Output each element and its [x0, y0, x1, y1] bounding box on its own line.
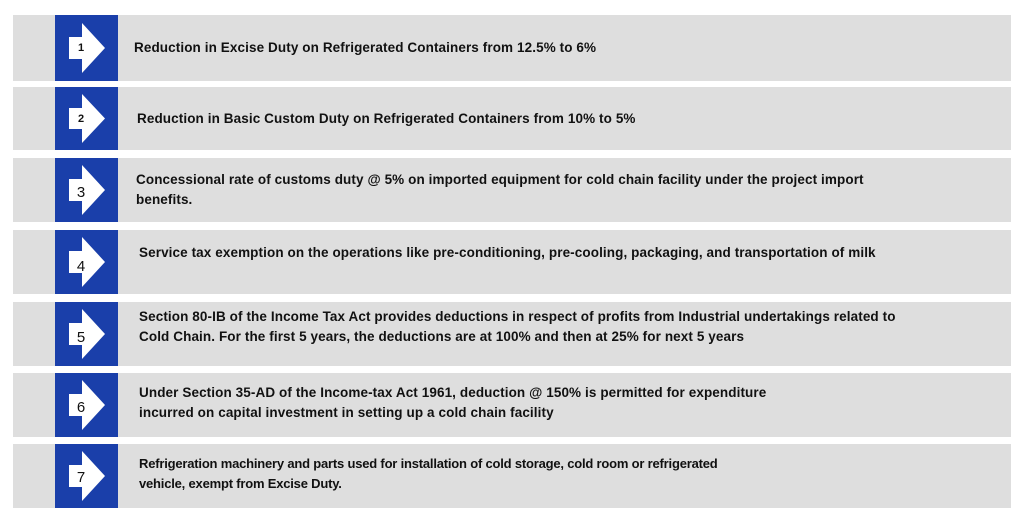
item-number: 7	[76, 468, 86, 486]
list-item	[13, 158, 1011, 222]
number-badge	[55, 230, 118, 294]
number-badge	[55, 158, 118, 222]
item-text	[136, 158, 864, 222]
item-text-line: incurred on capital investment in setting up a cold chain facility	[139, 405, 554, 420]
item-text-line: Section 80-IB of the Income Tax Act provides deductions in respect of profits from Industrial undertakings related to	[139, 309, 896, 324]
item-text-line: Cold Chain. For the first 5 years, the deductions are at 100% and then at 25% for next 5 years	[139, 329, 745, 344]
list-item	[13, 230, 1011, 294]
number-badge	[55, 302, 118, 366]
list-item	[13, 87, 1011, 150]
item-text	[139, 302, 896, 366]
list-item	[13, 302, 1011, 366]
item-number: 2	[77, 112, 85, 125]
number-badge	[55, 87, 118, 150]
item-text-line: Refrigeration machinery and parts used for installation of cold storage, cold room or refrigerated	[139, 456, 718, 471]
number-badge	[55, 444, 118, 508]
item-text	[139, 373, 766, 437]
item-text: Reduction in Excise Duty on Refrigerated Containers from 12.5% to 6%	[134, 40, 597, 55]
item-number: 6	[76, 398, 86, 416]
item-number: 3	[76, 183, 86, 201]
item-text-line: Concessional rate of customs duty @ 5% on imported equipment for cold chain facility under the project import	[136, 172, 864, 187]
list-item	[13, 15, 1011, 81]
list-item	[13, 444, 1011, 508]
item-text-line: Under Section 35-AD of the Income-tax Act 1961, deduction @ 150% is permitted for expenditure	[139, 385, 767, 400]
item-text-line: vehicle, exempt from Excise Duty.	[139, 476, 342, 491]
item-text	[139, 444, 718, 508]
number-badge	[55, 15, 118, 81]
list-item	[13, 373, 1011, 437]
item-text: Service tax exemption on the operations like pre-conditioning, pre-cooling, packaging, and transportation of milk	[139, 245, 876, 260]
item-number: 5	[76, 328, 86, 346]
item-text-line: benefits.	[136, 192, 193, 207]
number-badge	[55, 373, 118, 437]
item-number: 4	[76, 257, 86, 275]
item-number: 1	[77, 42, 85, 54]
item-text: Reduction in Basic Custom Duty on Refrigerated Containers from 10% to 5%	[137, 110, 636, 126]
